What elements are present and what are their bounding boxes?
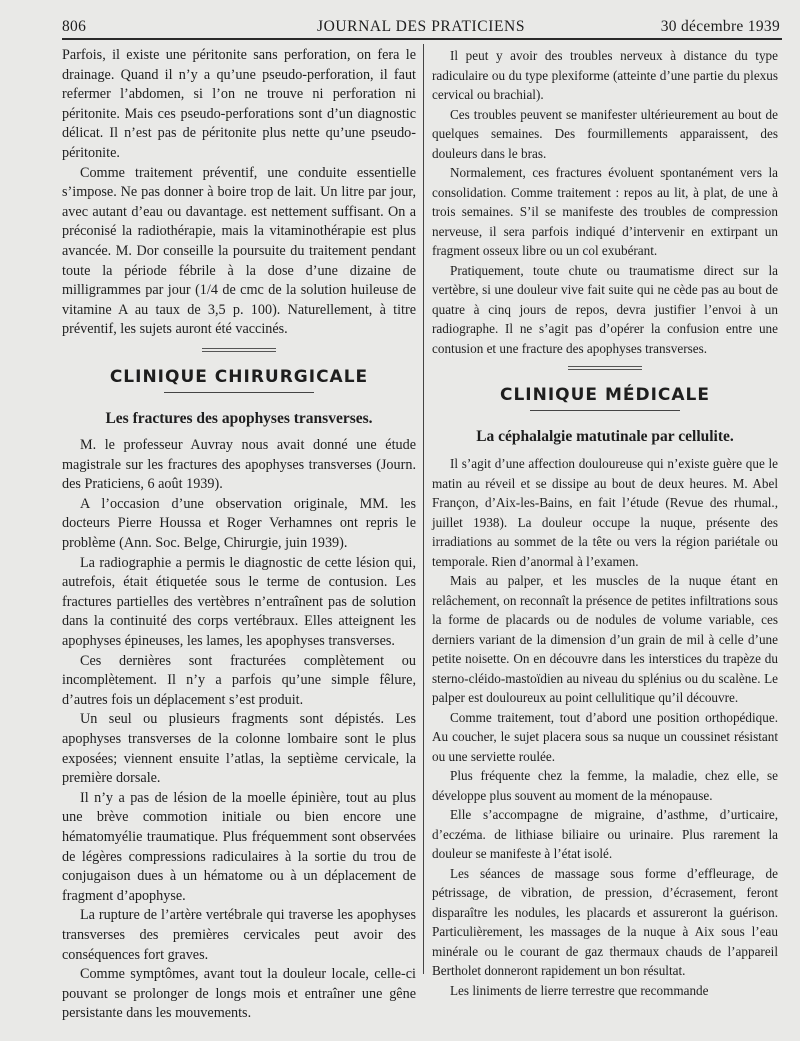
paragraph: Les séances de massage sous forme d’effleurage, de pétrissage, de vibration, de pression, d’écrasement, feront disparaître les nodules, les placards et assureront la guérison. Particulièrement, les massages de la nuque à Aix sous l’eau minérale ou le courant de gaz thermaux chauds de l’appareil Bertholet donneront rapidement un bon résultat.	[432, 865, 778, 978]
section-title: CLINIQUE MÉDICALE	[499, 385, 711, 405]
article-title: Les fractures des apophyses transverses.	[105, 409, 373, 427]
column-separator	[423, 44, 424, 974]
paragraph: A l’occasion d’une observation originale, MM. les docteurs Pierre Houssa et Roger Verhamnes ont repris le problème (Ann. Soc. Belge, Chirurgie, juin 1939).	[62, 495, 416, 552]
paragraph: Comme traitement préventif, une conduite essentielle s’impose. Ne pas donner à boire trop de lait. Un litre par jour, avec autant d’eau ou davantage. est nettement suffisant. On a préconisé la radiothérapie, mais la vitaminothérapie est plus avancée. M. Dor conseille la poursuite du traitement pendant toute la période fébrile à la dose d’une dizaine de milligrammes par jour (1/4 de cmc de la solution huileuse de vitamine A au taux de 3,5 p. 100). Naturellement, à titre préventif, les sujets auront été vaccinés.	[62, 164, 416, 338]
paragraph: Elle s’accompagne de migraine, d’asthme, d’urticaire, d’eczéma. de lithiase biliaire ou urinaire. Plus rarement la douleur se manifeste à l’état isolé.	[432, 807, 778, 861]
paragraph: Il n’y a pas de lésion de la moelle épinière, tout au plus une brève commotion initiale ou bien encore une hématomyélie traumatique. Plus fréquemment sont observées de légères compressions radiculaires à la sortie du trou de conjugaison dues à un hématome ou à un déplacement de fragment d’apophyse.	[62, 789, 416, 904]
paragraph: La rupture de l’artère vertébrale qui traverse les apophyses transverses des premières cervicales peut avoir des conséquences fort graves.	[62, 907, 416, 963]
running-head	[62, 12, 780, 38]
right-column	[432, 46, 778, 1000]
paragraph: M. le professeur Auvray nous avait donné une étude magistrale sur les fractures des apophyses transverses (Journ. des Praticiens, 6 août 1939).	[62, 437, 416, 493]
paragraph: Les liniments de lierre terrestre que recommande	[450, 982, 709, 998]
left-column	[62, 46, 416, 1024]
paragraph: La radiographie a permis le diagnostic de cette lésion qui, autrefois, était étiquetée sous le terme de contusion. Les fractures partielles des vertèbres n’entraînent pas de solution dans la continuité des corps vertébraux. Elles atteignent les apophyses épineuses, les lames, les apophyses transverses.	[62, 554, 416, 650]
paragraph: Comme symptômes, avant tout la douleur locale, celle-ci pouvant se prolonger de longs mois et entraîner une gêne persistante dans les mouvements.	[62, 966, 416, 1022]
section-rule	[530, 410, 680, 411]
paragraph: Comme traitement, tout d’abord une position orthopédique. Au coucher, le sujet placera sous sa nuque un coussinet résistant ou une serviette roulée.	[432, 709, 778, 764]
paragraph: Pratiquement, toute chute ou traumatisme direct sur la vertèbre, si une douleur vive fait suite qui ne cède pas au bout de quatre à cinq jours de repos, devra justifier l’envoi à un radiographe. Il ne s’agit pas d’opérer la confusion entre une contusion et une fracture des apophyses transverses.	[432, 262, 778, 356]
paragraph: Mais au palper, et les muscles de la nuque étant en relâchement, on reconnaît la présence de petites infiltrations sous la forme de placards ou de nodules de volume variable, ces derniers variant de la dimension d’un grain de mil à celle d’une petite noisette. On en découvre dans les interstices du trapèze du sterno-cléido-mastoïdien au niveau du splénius ou du scalène. Le palper est douloureux au point cellulitique qu’il découvre.	[432, 573, 778, 705]
page-number: 806	[62, 18, 87, 35]
header-rule	[62, 38, 782, 40]
ornament-rule	[202, 348, 276, 352]
paragraph: Parfois, il existe une péritonite sans perforation, on fera le drainage. Quand il n’y a qu’une pseudo-perforation, il faut refermer l’abdomen, si l’on ne trouve ni perforation ni péritonite. Mais ces pseudo-perforations sont d’un diagnostic délicat. Il n’est pas de péritonite plus nette qu’une pseudo-péritonite.	[62, 47, 416, 161]
paragraph: Normalement, ces fractures évoluent spontanément vers la consolidation. Comme traitement : repos au lit, à plat, de une à trois semaines. S’il se manifeste des troubles de compression nerveuse, il sera parfois indiqué d’intervenir en extirpant un fragment osseux libre ou un col exubérant.	[432, 165, 778, 258]
paragraph: Il s’agit d’une affection douloureuse qui n’existe guère que le matin au réveil et se dissipe au bout de deux heures. M. Abel Françon, d’Aix-les-Bains, en fait l’étude (Revue des rhumal., juillet 1938). La douleur occupe la nuque, présente des irradiations au sommet de la tête ou vers la région pariétale ou temporale. Rien d’anormal à l’examen.	[432, 456, 778, 569]
issue-date: 30 décembre 1939	[660, 18, 780, 35]
journal-title: JOURNAL DES PRATICIENS	[316, 18, 526, 35]
article-title: La céphalalgie matutinale par cellulite.	[476, 427, 734, 445]
section-title: CLINIQUE CHIRURGICALE	[109, 366, 369, 387]
paragraph: Ces troubles peuvent se manifester ultérieurement au bout de quelques semaines. Des fourmillements apparaissent, des douleurs dans le bras.	[432, 106, 778, 161]
paragraph: Un seul ou plusieurs fragments sont dépistés. Les apophyses transverses de la colonne lombaire sont le plus exposées; viennent ensuite l’atlas, la septième cervicale, la première dorsale.	[62, 711, 416, 787]
paragraph: Ces dernières sont fracturées complètement ou incomplètement. Il n’y a parfois qu’une simple fêlure, d’autres fois un déplacement s’est produit.	[62, 652, 416, 708]
paragraph: Plus fréquente chez la femme, la maladie, chez elle, se développe plus souvent au moment de la ménopause.	[432, 768, 778, 803]
section-rule	[164, 392, 314, 393]
ornament-rule	[568, 366, 642, 370]
paragraph: Il peut y avoir des troubles nerveux à distance du type radiculaire ou du type plexiforme (atteinte d’une partie du plexus cervical ou brachial).	[432, 48, 778, 102]
